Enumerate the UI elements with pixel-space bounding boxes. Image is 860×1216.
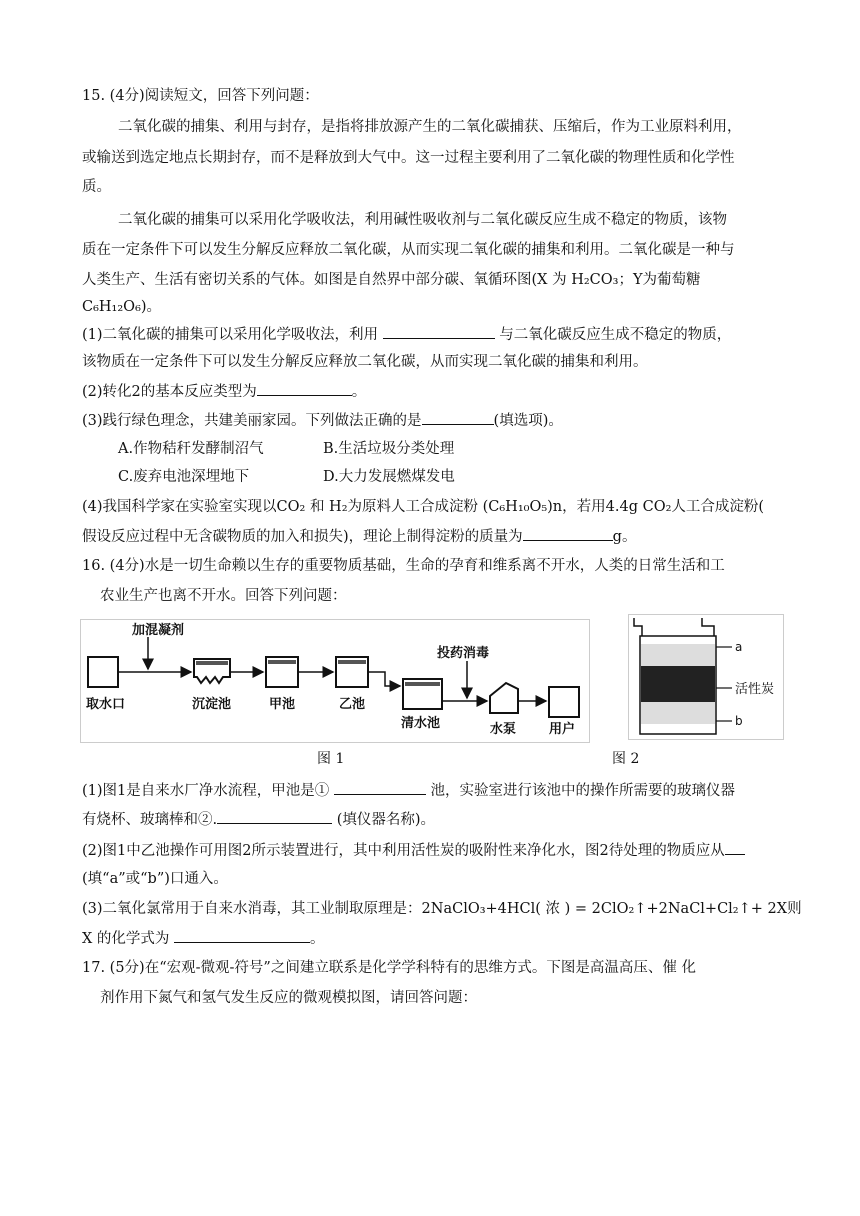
q15-s1-text-after: 与二氧化碳反应生成不稳定的物质，: [494, 327, 732, 343]
q15-paragraph-1-line-1: 二氧化碳的捕集、利用与封存，是指将排放源产生的二氧化碳捕获、压缩后，作为工业原料利用，: [118, 119, 742, 135]
q15-s4-text: 假设反应过程中无含碳物质的加入和损失)，理论上制得淀粉的质量为: [82, 529, 523, 545]
q15-option-d: D.大力发展燃煤发电: [323, 469, 455, 485]
fig1-coagulant-label: 加混凝剂: [132, 623, 185, 638]
q17-heading-line-2: 剂作用下氮气和氢气发生反应的微观模拟图，请回答问题：: [100, 990, 477, 1006]
q16-subquestion-2-line-2: (填“a”或“b”)口通入。: [82, 871, 228, 887]
q16-subquestion-2: [82, 840, 745, 861]
q15-s2-text-after: 。: [351, 384, 367, 400]
figure-1-caption: 图 1: [317, 751, 345, 767]
q16-s2-answer-blank[interactable]: [725, 840, 745, 855]
q16-s2-text: (2)图1中乙池操作可用图2所示装置进行，其中利用活性炭的吸附性来净化水，图2待处理的物质应从: [82, 843, 725, 859]
figure-1-water-treatment-flow: [80, 619, 590, 743]
upper-sand-layer: [641, 644, 715, 666]
fig1-user-label: 用户: [549, 722, 576, 737]
fig1-settle-label: 沉淀池: [192, 697, 232, 712]
q16-subquestion-3: (3)二氧化氯常用于自来水消毒，其工业制取原理是：2NaClO₃+4HCl( 浓 ) = 2ClO₂↑+2NaCl+Cl₂↑+ 2X则: [82, 901, 802, 917]
q15-subquestion-3: [82, 410, 563, 431]
q15-s2-text: (2)转化2的基本反应类型为: [82, 384, 257, 400]
q17-heading: 17. (5分)在“宏观-微观-符号”之间建立联系是化学学科特有的思维方式。下图是高温高压、催 化: [82, 960, 696, 976]
q15-s3-text: (3)践行绿色理念，共建美丽家园。下列做法正确的是: [82, 413, 422, 429]
fig1-clear-label: 清水池: [401, 716, 441, 731]
intake-box: [88, 657, 118, 687]
q15-paragraph-2-line-2: 质在一定条件下可以发生分解反应释放二氧化碳，从而实现二氧化碳的捕集和利用。二氧化碳是一种与: [82, 242, 735, 258]
fig2-port-a-label: a: [735, 640, 743, 654]
q15-option-c: C.废弃电池深埋地下: [118, 469, 250, 485]
q16-s1b-text: 有烧杯、玻璃棒和②.: [82, 812, 218, 828]
user-box: [549, 687, 579, 717]
q15-subquestion-4: (4)我国科学家在实验室实现以CO₂ 和 H₂为原料人工合成淀粉 (C₆H₁₀O₅)n，若用4.4g CO₂人工合成淀粉(: [82, 499, 765, 515]
q15-subquestion-1: [82, 324, 731, 345]
q15-heading: 15. (4分)阅读短文，回答下列问题：: [82, 88, 319, 104]
fig1-pump-label: 水泵: [490, 722, 517, 737]
q16-s1-answer-blank-1[interactable]: [334, 780, 426, 795]
q16-heading: 16. (4分)水是一切生命赖以生存的重要物质基础，生命的孕育和维系离不开水，人类的日常生活和工: [82, 558, 725, 574]
q15-s3-text-after: (填选项)。: [493, 413, 563, 429]
q15-paragraph-1-line-3: 质。: [82, 179, 111, 195]
q15-subquestion-4-line-2: [82, 526, 636, 547]
fig1-yi-label: 乙池: [339, 697, 366, 712]
q15-s1-answer-blank[interactable]: [383, 324, 495, 339]
q16-subquestion-1-line-2: [82, 809, 435, 830]
fig2-carbon-label: 活性炭: [735, 682, 775, 697]
q15-s4-text-after: g。: [612, 529, 637, 545]
figure-2-activated-carbon-filter: [628, 614, 784, 740]
q16-s1-text-after: 池，实验室进行该池中的操作所需要的玻璃仪器: [425, 783, 735, 799]
q16-heading-line-2: 农业生产也离不开水。回答下列问题：: [100, 588, 347, 604]
q15-s2-answer-blank[interactable]: [257, 381, 352, 396]
q15-s1-text: (1)二氧化碳的捕集可以采用化学吸收法，利用: [82, 327, 383, 343]
q15-paragraph-2-line-4: C₆H₁₂O₆)。: [82, 299, 162, 315]
q16-s3-text-after: 。: [310, 931, 325, 947]
q16-subquestion-1: [82, 780, 735, 801]
fig2-port-b-label: b: [735, 714, 743, 728]
lower-sand-layer: [641, 702, 715, 724]
q15-option-b: B.生活垃圾分类处理: [323, 441, 455, 457]
fig1-jia-label: 甲池: [269, 697, 296, 712]
q15-s3-answer-blank[interactable]: [422, 410, 494, 425]
q16-s1-text: (1)图1是自来水厂净水流程，甲池是①: [82, 783, 334, 799]
fig1-intake-label: 取水口: [86, 697, 126, 712]
q15-subquestion-2: [82, 381, 366, 402]
q16-s1-answer-blank-2[interactable]: [217, 809, 332, 824]
q15-subquestion-1-line-2: 该物质在一定条件下可以发生分解反应释放二氧化碳，从而实现二氧化碳的捕集和利用。: [82, 354, 648, 370]
activated-carbon-layer: [641, 666, 715, 702]
q15-paragraph-1-line-2: 或输送到选定地点长期封存，而不是释放到大气中。这一过程主要利用了二氧化碳的物理性质和化学性: [82, 150, 735, 166]
q16-s1b-text-after: (填仪器名称)。: [332, 812, 436, 828]
q15-paragraph-2-line-3: 人类生产、生活有密切关系的气体。如图是自然界中部分碳、氧循环图(X 为 H₂CO₃；Y为葡萄糖: [82, 272, 701, 288]
q15-s4-answer-blank[interactable]: [523, 526, 613, 541]
q15-option-a: A.作物秸秆发酵制沼气: [118, 441, 264, 457]
q16-s3-text: X 的化学式为: [82, 931, 175, 947]
figure-2-caption: 图 2: [612, 751, 640, 767]
q16-subquestion-3-line-2: [82, 928, 325, 949]
fig1-disinfect-label: 投药消毒: [437, 646, 490, 661]
q15-paragraph-2-line-1: 二氧化碳的捕集可以采用化学吸收法，利用碱性吸收剂与二氧化碳反应生成不稳定的物质，该物: [118, 212, 727, 228]
q16-s3-answer-blank[interactable]: [174, 928, 310, 943]
